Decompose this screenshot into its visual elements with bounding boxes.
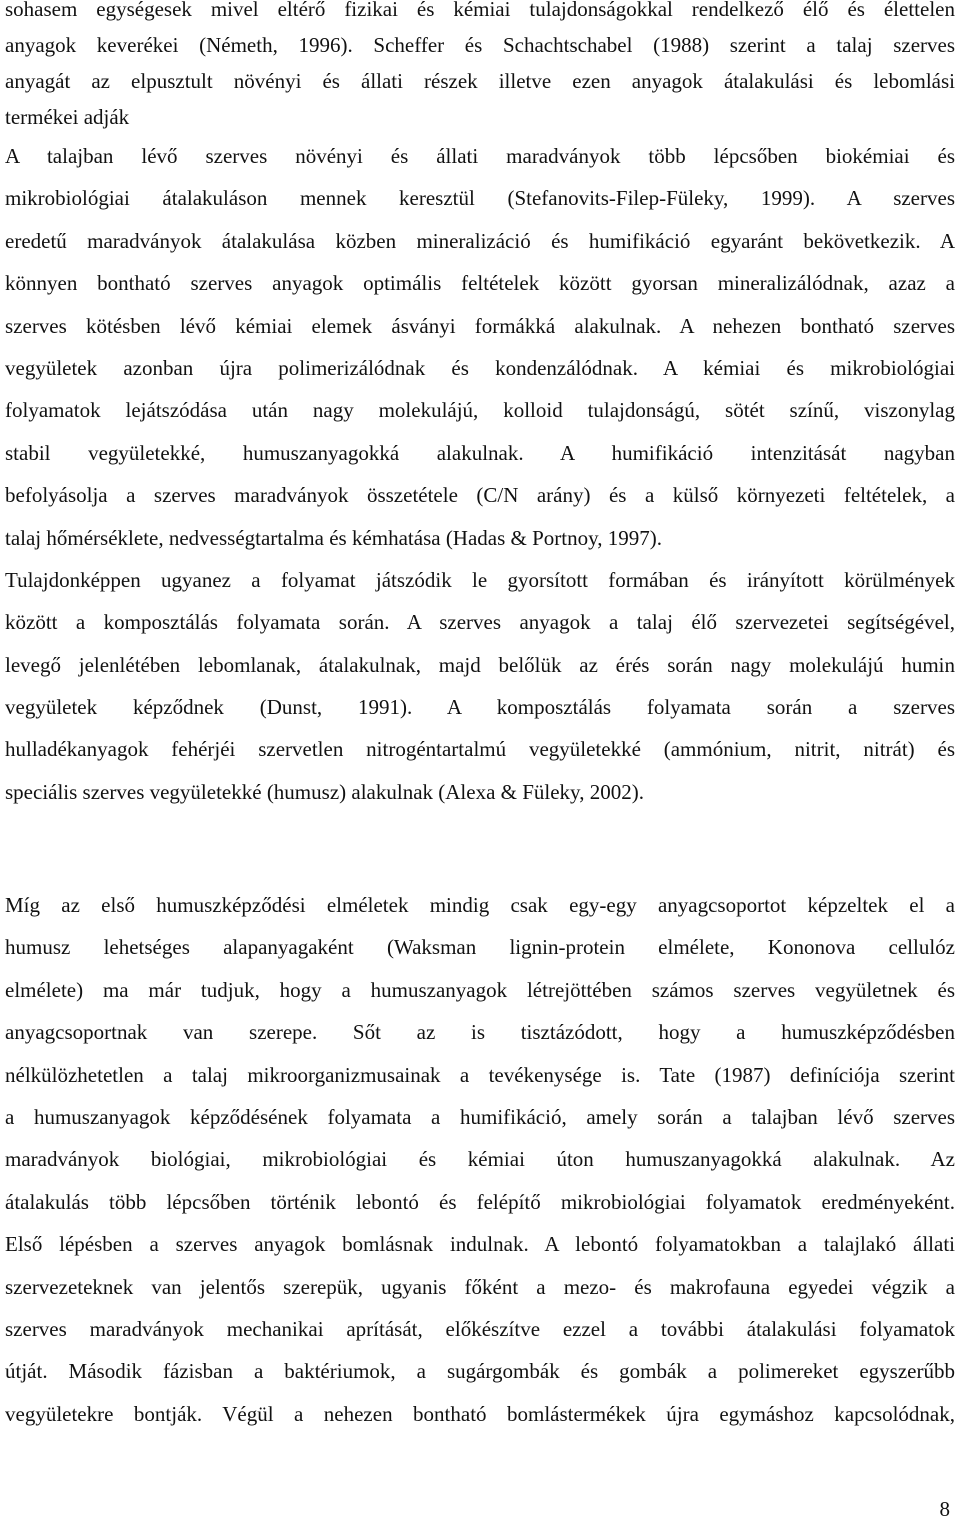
text-line: elmélete) ma már tudjuk, hogy a humuszanyagok létrejöttében számos szerves vegyületnek és bbox=[5, 977, 955, 1002]
text-line: A talajban lévő szerves növényi és állati maradványok több lépcsőben biokémiai és bbox=[5, 144, 955, 168]
text-line: eredetű maradványok átalakulása közben mineralizáció és humifikáció egyaránt bekövetkezik. A bbox=[5, 228, 955, 253]
paragraph-block-1 bbox=[5, 0, 955, 813]
text-line: átalakulás több lépcsőben történik lebontó és felépítő mikrobiológiai folyamatok eredményeként. bbox=[5, 1189, 955, 1214]
text-line: könnyen bontható szerves anyagok optimális feltételek között gyorsan mineralizálódnak, azaz a bbox=[5, 271, 955, 296]
page-number: 8 bbox=[939, 1497, 950, 1521]
text-line: szerves maradványok mechanikai aprítását, előkészítve ezzel a további átalakulási folyamatok bbox=[5, 1316, 955, 1341]
text-line: folyamatok lejátszódása után nagy molekulájú, kolloid tulajdonságú, sötét színű, viszonylag bbox=[5, 398, 955, 423]
text-line: maradványok biológiai, mikrobiológiai és kémiai úton humuszanyagokká alakulnak. Az bbox=[5, 1147, 955, 1172]
text-line: hulladékanyagok fehérjéi szervetlen nitrogéntartalmú vegyületekké (ammónium, nitrit, nitrát) és bbox=[5, 737, 955, 762]
text-line: stabil vegyületekké, humuszanyagokká alakulnak. A humifikáció intenzitását nagyban bbox=[5, 440, 955, 465]
text-line: befolyásolja a szerves maradványok összetétele (C/N arány) és a külső környezeti feltételek, a bbox=[5, 483, 955, 508]
text-line: nélkülözhetetlen a talaj mikroorganizmusainak a tevékenysége is. Tate (1987) definíciója szerint bbox=[5, 1062, 955, 1087]
text-line: Első lépésben a szerves anyagok bomlásnak indulnak. A lebontó folyamatokban a talajlakó állati bbox=[5, 1232, 955, 1257]
paragraph-block-2 bbox=[5, 884, 955, 1435]
text-line: között a komposztálás folyamata során. A szerves anyagok a talaj élő szervezetei segítségével, bbox=[5, 610, 955, 635]
text-line: anyagcsoportnak van szerepe. Sőt az is tisztázódott, hogy a humuszképződésben bbox=[5, 1020, 955, 1045]
text-line: anyagát az elpusztult növényi és állati részek illetve ezen anyagok átalakulási és lebomlási bbox=[5, 69, 955, 93]
text-line: mikrobiológiai átalakuláson mennek keresztül (Stefanovits-Filep-Füleky, 1999). A szerves bbox=[5, 186, 955, 211]
text-line: Tulajdonképpen ugyanez a folyamat játszódik le gyorsított formában és irányított körülmények bbox=[5, 567, 955, 592]
text-line: szervezeteknek van jelentős szerepük, ugyanis főként a mezo- és makrofauna egyedei végzik a bbox=[5, 1274, 955, 1299]
text-line: termékei adják bbox=[5, 105, 130, 129]
text-line: anyagok keverékei (Németh, 1996). Scheffer és Schachtschabel (1988) szerint a talaj szerves bbox=[5, 33, 955, 57]
text-line: vegyületek képződnek (Dunst, 1991). A komposztálás folyamata során a szerves bbox=[5, 695, 955, 720]
text-line: levegő jelenlétében lebomlanak, átalakulnak, majd belőlük az érés során nagy molekulájú humin bbox=[5, 652, 955, 677]
text-line: sohasem egységesek mivel eltérő fizikai és kémiai tulajdonságokkal rendelkező élő és élettelen bbox=[5, 0, 955, 21]
text-line: szerves kötésben lévő kémiai elemek ásványi formákká alakulnak. A nehezen bontható szerves bbox=[5, 313, 955, 338]
text-line: speciális szerves vegyületekké (humusz) alakulnak (Alexa & Füleky, 2002). bbox=[5, 779, 644, 804]
text-line: humusz lehetséges alapanyagaként (Waksman lignin-protein elmélete, Kononova cellulóz bbox=[5, 935, 955, 960]
text-line: vegyületek azonban újra polimerizálódnak és kondenzálódnak. A kémiai és mikrobiológiai bbox=[5, 355, 955, 380]
text-line: talaj hőmérséklete, nedvességtartalma és kémhatása (Hadas & Portnoy, 1997). bbox=[5, 525, 663, 550]
text-line: Míg az első humuszképződési elméletek mindig csak egy-egy anyagcsoportot képzeltek el a bbox=[5, 893, 955, 917]
text-line: a humuszanyagok képződésének folyamata a humifikáció, amely során a talajban lévő szerves bbox=[5, 1104, 955, 1129]
text-line: útját. Második fázisban a baktériumok, a sugárgombák és gombák a polimereket egyszerűbb bbox=[5, 1359, 955, 1384]
text-line: vegyületekre bontják. Végül a nehezen bontható bomlástermékek újra egymáshoz kapcsolódnak, bbox=[5, 1401, 955, 1426]
